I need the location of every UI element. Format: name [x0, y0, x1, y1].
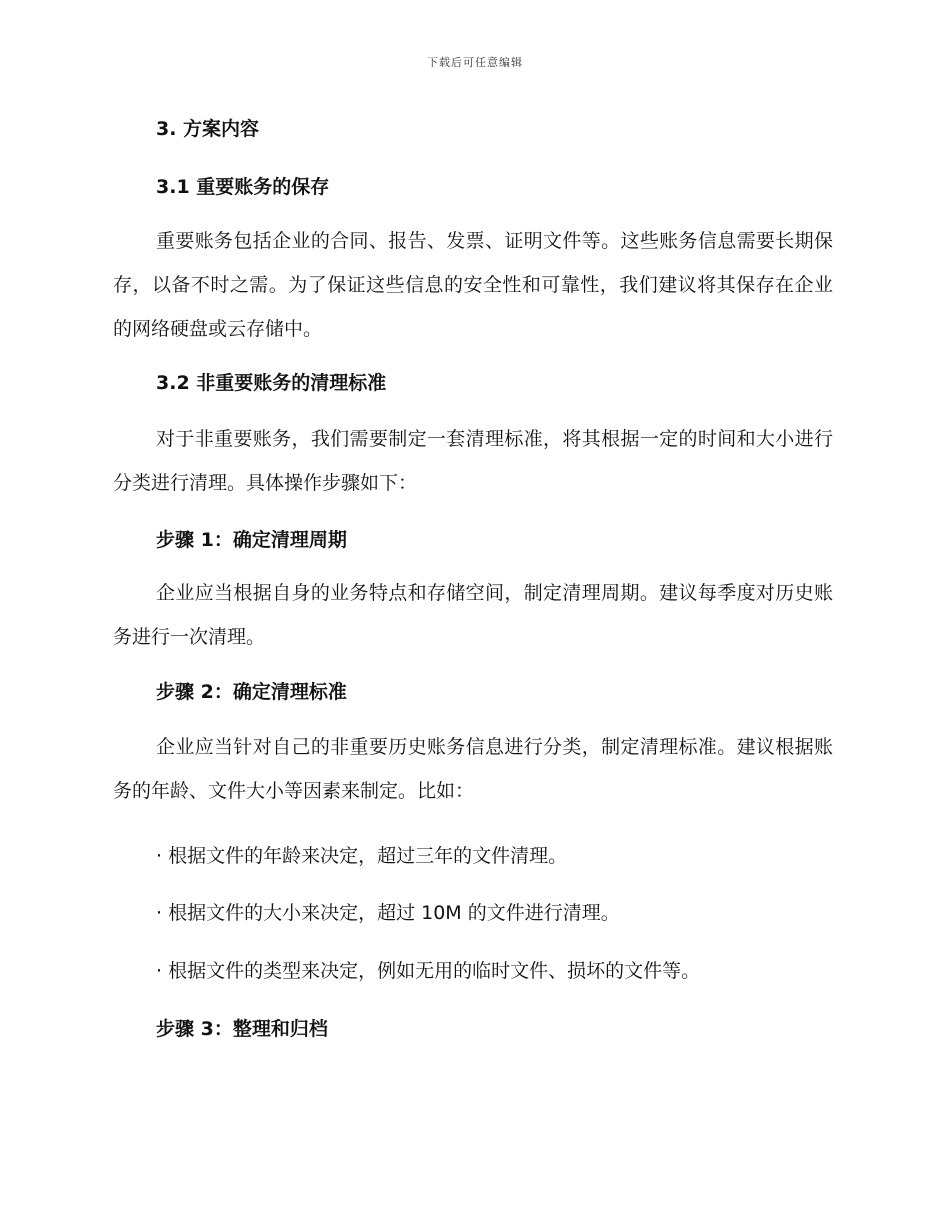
section-3-1-paragraph: 重要账务包括企业的合同、报告、发票、证明文件等。这些账务信息需要长期保存，以备不时之需。为了保证这些信息的安全性和可靠性，我们建议将其保存在企业的网络硬盘或云存储中。 [113, 230, 833, 340]
page-header-note: 下载后可任意编辑 [427, 56, 523, 69]
list-item: · 根据文件的大小来决定，超过 10M 的文件进行清理。 [156, 902, 620, 924]
section-3-1-heading: 3.1 重要账务的保存 [156, 176, 330, 198]
section-3-2-paragraph: 对于非重要账务，我们需要制定一套清理标准，将其根据一定的时间和大小进行分类进行清理。具体操作步骤如下： [113, 428, 833, 494]
step-1-heading: 步骤 1：确定清理周期 [156, 529, 347, 551]
section-3-2-heading: 3.2 非重要账务的清理标准 [156, 372, 387, 394]
step-3-heading: 步骤 3：整理和归档 [156, 1018, 328, 1040]
step-2-heading: 步骤 2：确定清理标准 [156, 681, 347, 703]
list-item: · 根据文件的类型来决定，例如无用的临时文件、损坏的文件等。 [156, 960, 701, 982]
document-body [113, 110, 833, 1043]
section-3-heading: 3. 方案内容 [156, 118, 260, 140]
step-1-paragraph: 企业应当根据自身的业务特点和存储空间，制定清理周期。建议每季度对历史账务进行一次清理。 [113, 582, 833, 648]
list-item: · 根据文件的年龄来决定，超过三年的文件清理。 [156, 845, 568, 867]
step-2-paragraph: 企业应当针对自己的非重要历史账务信息进行分类，制定清理标准。建议根据账务的年龄、文件大小等因素来制定。比如： [113, 736, 833, 802]
